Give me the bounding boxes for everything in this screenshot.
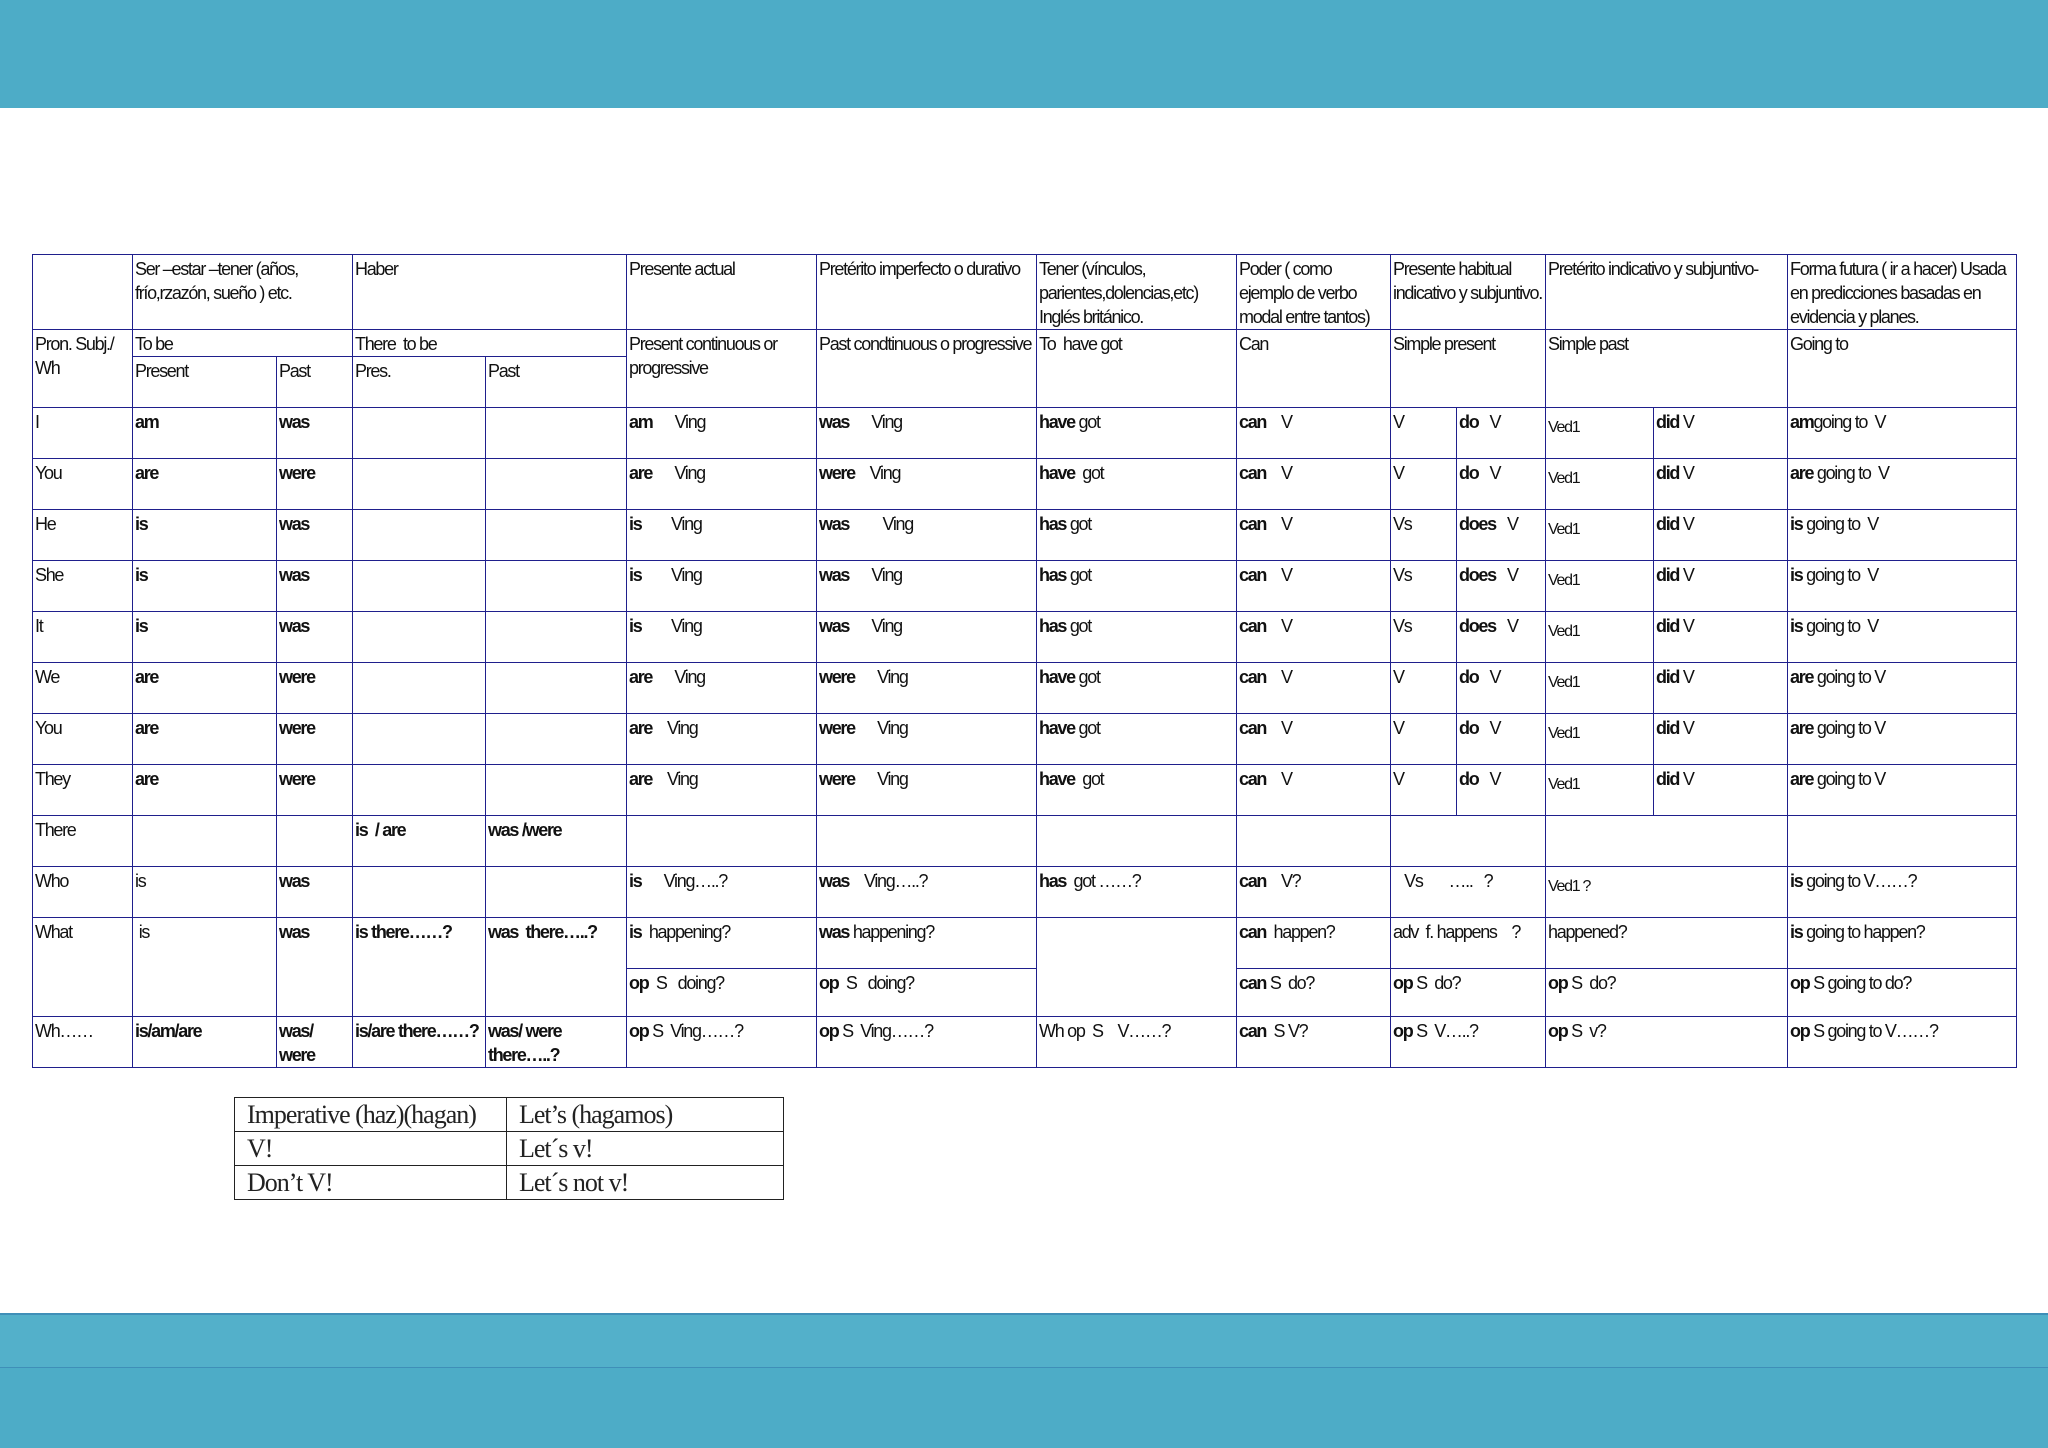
going-to-cell: amgoing to V [1788,408,2017,459]
present-continuous-cell: are Ving [627,663,817,714]
be-past-cell: were [277,714,353,765]
simple-past-verb-cell: Ved1 [1546,714,1654,765]
there-present-cell [353,510,486,561]
present-continuous-cell: is Ving…..? [627,867,817,918]
can-cell: can S V? [1237,1017,1391,1068]
imperative-row [235,1132,784,1166]
can-cell [1237,816,1391,867]
imperative-row [235,1166,784,1200]
simple-past-aux-cell: did V [1654,714,1788,765]
table-row [33,663,2017,714]
past-continuous-cell: op S doing? [817,969,1037,1017]
pronoun-cell: You [33,714,133,765]
simple-present-verb-cell: V [1391,765,1457,816]
table-row [33,765,2017,816]
simple-present-aux-cell: does V [1457,561,1546,612]
simple-past-aux-cell: did V [1654,510,1788,561]
have-got-cell: have got [1037,765,1237,816]
have-got-cell: have got [1037,459,1237,510]
be-past-cell: was [277,612,353,663]
there-past-cell [486,459,627,510]
be-past-cell: was [277,867,353,918]
table-row [33,408,2017,459]
table-row [33,561,2017,612]
simple-present-verb-cell: V [1391,408,1457,459]
have-got-cell: has got [1037,561,1237,612]
pronoun-cell: He [33,510,133,561]
simple-present-aux-cell: does V [1457,612,1546,663]
there-present-cell [353,867,486,918]
there-past-cell [486,765,627,816]
be-present-cell [133,816,277,867]
past-continuous-cell: op S Ving……? [817,1017,1037,1068]
be-present-cell: is [133,510,277,561]
table-row-what [33,918,2017,969]
simple-past-cell: happened? [1546,918,1788,969]
table-row [33,612,2017,663]
there-present-cell [353,459,486,510]
pronoun-cell: They [33,765,133,816]
english-header-row [33,330,2017,357]
simple-past-aux-cell: did V [1654,561,1788,612]
simple-past-verb-cell: Ved1 [1546,765,1654,816]
can-cell: can V [1237,765,1391,816]
there-present-cell [353,765,486,816]
present-continuous-cell: is Ving [627,561,817,612]
simple-present-verb-cell: V [1391,459,1457,510]
present-continuous-cell: op S doing? [627,969,817,1017]
going-to-cell: is going to V [1788,612,2017,663]
be-present-cell: is/am/are [133,1017,277,1068]
imperative-affirmative: V! [235,1132,507,1166]
going-to-cell: is going to V [1788,561,2017,612]
simple-present-aux-cell: does V [1457,510,1546,561]
simple-past-aux-cell: did V [1654,612,1788,663]
lets-negative: Let´s not v! [507,1166,784,1200]
be-past-cell: was [277,561,353,612]
table-row-wh [33,1017,2017,1068]
be-past-cell: was [277,408,353,459]
simple-present-aux-cell: do V [1457,459,1546,510]
be-past-cell: were [277,765,353,816]
present-continuous-cell: are Ving [627,714,817,765]
table-row [33,459,2017,510]
simple-past-aux-cell: did V [1654,408,1788,459]
be-present-cell: is [133,612,277,663]
have-got-cell: has got [1037,612,1237,663]
be-present-cell: am [133,408,277,459]
spanish-header-row [33,255,2017,330]
be-present-cell: are [133,663,277,714]
be-present-cell: is [133,918,277,1017]
header-presente-habitual: Presente habitual indicativo y subjuntivo. [1391,255,1546,330]
can-cell: can V [1237,714,1391,765]
imperative-header: Imperative (haz)(hagan) [235,1098,507,1132]
subheader-past-continuous: Past condtinuous o progressive [817,330,1037,408]
be-past-cell: was [277,918,353,1017]
present-continuous-cell: is happening? [627,918,817,969]
going-to-cell: are going to V [1788,714,2017,765]
pronoun-cell: She [33,561,133,612]
pronoun-cell: Wh…… [33,1017,133,1068]
there-past-cell: was /were [486,816,627,867]
be-present-cell: are [133,459,277,510]
past-continuous-cell: was Ving [817,408,1037,459]
going-to-cell: is going to V [1788,510,2017,561]
there-present-cell [353,561,486,612]
subheader-present-continuous: Present continuous or progressive [627,330,817,408]
have-got-cell: have got [1037,663,1237,714]
pronoun-cell: I [33,408,133,459]
subheader-have-got: To have got [1037,330,1237,408]
simple-present-cell: op S do? [1391,969,1546,1017]
subheader-simple-past: Simple past [1546,330,1788,408]
there-present-cell: is there……? [353,918,486,1017]
simple-past-cell [1546,816,1788,867]
simple-past-verb-cell: Ved1 [1546,510,1654,561]
header-haber: Haber [353,255,627,330]
simple-present-aux-cell: do V [1457,765,1546,816]
past-continuous-cell: were Ving [817,459,1037,510]
can-cell: can V [1237,561,1391,612]
going-to-cell: are going to V [1788,663,2017,714]
going-to-cell: is going to happen? [1788,918,2017,969]
be-past-cell [277,816,353,867]
be-past-cell: was/ were [277,1017,353,1068]
can-cell: can V? [1237,867,1391,918]
imperative-table [234,1097,784,1200]
there-present-cell [353,408,486,459]
simple-past-cell: op S do? [1546,969,1788,1017]
table-row [33,510,2017,561]
going-to-cell: op S going to V……? [1788,1017,2017,1068]
there-past-cell [486,408,627,459]
past-continuous-cell: was Ving…..? [817,867,1037,918]
present-continuous-cell: are Ving [627,459,817,510]
have-got-cell: has got [1037,510,1237,561]
simple-present-verb-cell: Vs [1391,612,1457,663]
simple-past-verb-cell: Ved1 [1546,408,1654,459]
going-to-cell: are going to V [1788,459,2017,510]
header-presente-actual: Presente actual [627,255,817,330]
lets-affirmative: Let´s v! [507,1132,784,1166]
can-cell: can V [1237,663,1391,714]
can-cell: can V [1237,612,1391,663]
simple-past-verb-cell: Ved1 [1546,561,1654,612]
going-to-cell: op S going to do? [1788,969,2017,1017]
past-continuous-cell: was Ving [817,510,1037,561]
top-banner [0,0,2048,108]
simple-present-cell: op S V…..? [1391,1017,1546,1068]
subheader-going-to: Going to [1788,330,2017,408]
present-continuous-cell: is Ving [627,612,817,663]
there-present-cell: is/are there……? [353,1017,486,1068]
pronoun-cell: There [33,816,133,867]
there-past-cell [486,510,627,561]
pronoun-cell: What [33,918,133,1017]
there-present-cell [353,714,486,765]
be-present-cell: are [133,765,277,816]
header-corner [33,255,133,330]
verb-tenses-table [32,254,2017,1068]
simple-present-aux-cell: do V [1457,663,1546,714]
there-past-cell [486,714,627,765]
table-row [33,714,2017,765]
header-poder: Poder ( como ejemplo de verbo modal entre tantos) [1237,255,1391,330]
subheader-pres: Pres. [353,357,486,408]
bottom-banner [0,1313,2048,1448]
can-cell: can S do? [1237,969,1391,1017]
subheader-simple-present: Simple present [1391,330,1546,408]
be-present-cell: are [133,714,277,765]
imperative-header-row [235,1098,784,1132]
past-continuous-cell: were Ving [817,663,1037,714]
past-continuous-cell: was happening? [817,918,1037,969]
going-to-cell: are going to V [1788,765,2017,816]
there-past-cell [486,612,627,663]
simple-past-aux-cell: did V [1654,765,1788,816]
past-continuous-cell: was Ving [817,561,1037,612]
past-continuous-cell [817,816,1037,867]
pronoun-cell: You [33,459,133,510]
subheader-past-there: Past [486,357,627,408]
subheader-there-to-be: There to be [353,330,627,357]
past-continuous-cell: was Ving [817,612,1037,663]
table-row-there [33,816,2017,867]
subheader-pronoun: Pron. Subj./ Wh [33,330,133,408]
going-to-cell: is going to V……? [1788,867,2017,918]
simple-present-cell: adv f. happens ? [1391,918,1546,969]
lets-header: Let’s (hagamos) [507,1098,784,1132]
header-tener: Tener (vínculos, parientes,dolencias,etc) Inglés británico. [1037,255,1237,330]
bottom-banner-strip [0,1313,2048,1368]
simple-past-aux-cell: did V [1654,663,1788,714]
present-continuous-cell: are Ving [627,765,817,816]
simple-present-cell: Vs ….. ? [1391,867,1546,918]
present-continuous-cell [627,816,817,867]
there-present-cell [353,663,486,714]
there-present-cell: is / are [353,816,486,867]
be-present-cell: is [133,561,277,612]
be-past-cell: were [277,663,353,714]
have-got-cell: have got [1037,714,1237,765]
have-got-cell: has got ……? [1037,867,1237,918]
have-got-cell [1037,918,1237,1017]
be-present-cell: is [133,867,277,918]
subheader-present: Present [133,357,277,408]
simple-past-cell: Ved1 ? [1546,867,1788,918]
there-past-cell: was/ were there…..? [486,1017,627,1068]
simple-present-verb-cell: Vs [1391,510,1457,561]
simple-present-aux-cell: do V [1457,714,1546,765]
simple-past-verb-cell: Ved1 [1546,612,1654,663]
simple-past-cell: op S v? [1546,1017,1788,1068]
can-cell: can V [1237,408,1391,459]
be-past-cell: were [277,459,353,510]
pronoun-cell: It [33,612,133,663]
header-ser-estar: Ser –estar –tener (años, frío,rzazón, sueño ) etc. [133,255,353,330]
header-preterito-indicativo: Pretérito indicativo y subjuntivo- [1546,255,1788,330]
present-continuous-cell: op S Ving……? [627,1017,817,1068]
subheader-past: Past [277,357,353,408]
subheader-can: Can [1237,330,1391,408]
there-past-cell: was there…..? [486,918,627,1017]
simple-present-verb-cell: V [1391,714,1457,765]
simple-past-verb-cell: Ved1 [1546,663,1654,714]
there-past-cell [486,561,627,612]
have-got-cell: have got [1037,408,1237,459]
past-continuous-cell: were Ving [817,765,1037,816]
there-past-cell [486,663,627,714]
there-present-cell [353,612,486,663]
present-continuous-cell: am Ving [627,408,817,459]
simple-present-verb-cell: V [1391,663,1457,714]
can-cell: can V [1237,510,1391,561]
can-cell: can happen? [1237,918,1391,969]
be-past-cell: was [277,510,353,561]
pronoun-cell: Who [33,867,133,918]
past-continuous-cell: were Ving [817,714,1037,765]
simple-past-verb-cell: Ved1 [1546,459,1654,510]
subheader-to-be: To be [133,330,353,357]
can-cell: can V [1237,459,1391,510]
simple-present-aux-cell: do V [1457,408,1546,459]
simple-present-verb-cell: Vs [1391,561,1457,612]
have-got-cell: Wh op S V……? [1037,1017,1237,1068]
header-preterito-imperfecto: Pretérito imperfecto o durativo [817,255,1037,330]
simple-present-cell [1391,816,1546,867]
table-row-who [33,867,2017,918]
pronoun-cell: We [33,663,133,714]
simple-past-aux-cell: did V [1654,459,1788,510]
present-continuous-cell: is Ving [627,510,817,561]
header-forma-futura: Forma futura ( ir a hacer) Usada en predicciones basadas en evidencia y planes. [1788,255,2017,330]
imperative-negative: Don’t V! [235,1166,507,1200]
there-past-cell [486,867,627,918]
going-to-cell [1788,816,2017,867]
have-got-cell [1037,816,1237,867]
